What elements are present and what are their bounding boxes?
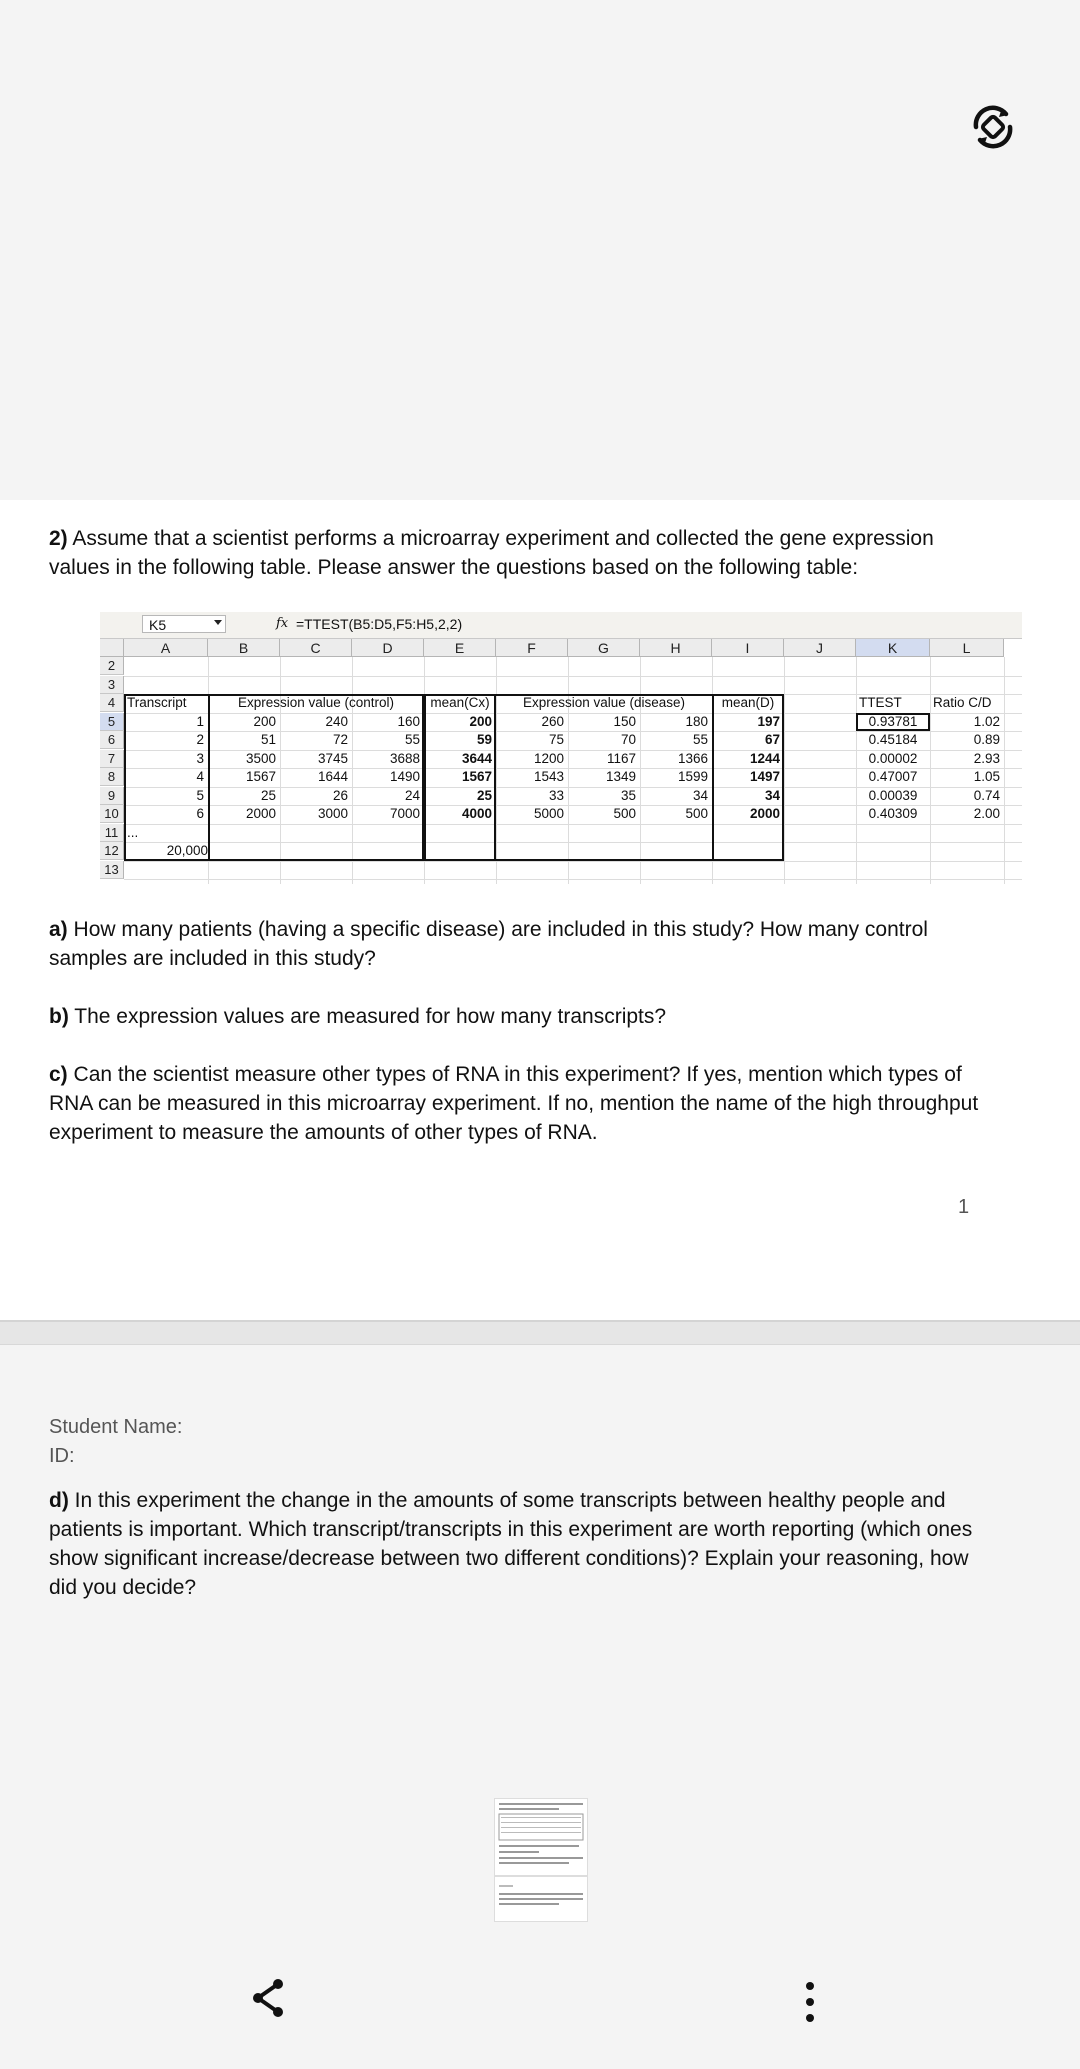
cell: mean(Cx) — [430, 695, 490, 710]
cell: 5 — [196, 787, 204, 803]
cell: 5000 — [533, 806, 564, 821]
cell: Ratio C/D — [933, 695, 992, 710]
cell: 1 — [196, 713, 204, 729]
gridline — [1004, 657, 1005, 884]
row-header-12: 12 — [100, 842, 124, 860]
page-thumbnail[interactable] — [494, 1798, 588, 1922]
column-header-k: K — [856, 639, 930, 657]
cell: 1599 — [677, 769, 708, 784]
cell: 20,000 — [166, 843, 208, 858]
row-header-4: 4 — [100, 694, 124, 712]
cell: 0.74 — [973, 787, 1000, 803]
cell: 200 — [469, 713, 492, 729]
cell: 0.40309 — [868, 806, 918, 821]
cell: 0.00039 — [868, 787, 918, 803]
cell: 3644 — [461, 750, 492, 766]
cell: 0.00002 — [868, 750, 918, 766]
cell: 500 — [685, 806, 708, 821]
selected-cell-border — [856, 713, 930, 732]
column-header-a: A — [124, 639, 208, 657]
column-header-b: B — [208, 639, 280, 657]
cell: 1497 — [749, 769, 780, 784]
cell: Transcript — [127, 695, 187, 710]
viewer-background — [0, 0, 1080, 500]
control-group-border — [208, 694, 424, 861]
cell: 150 — [613, 713, 636, 729]
cell: 200 — [253, 713, 276, 729]
row-header-9: 9 — [100, 787, 124, 805]
name-box: K5 — [142, 615, 226, 633]
gridline — [124, 861, 1022, 862]
row-header-2: 2 — [100, 657, 124, 675]
cell: 3688 — [389, 750, 420, 766]
page-number: 1 — [958, 1196, 970, 1218]
document-page-2 — [0, 1345, 1080, 2069]
cell: Expression value (control) — [237, 695, 395, 710]
question-2-text: Assume that a scientist performs a microarray experiment and collected the gene expression values in the following table. Please answer the questions based on the following table: — [49, 527, 934, 579]
column-header-i: I — [712, 639, 784, 657]
question-c-text: Can the scientist measure other types of RNA in this experiment? If yes, mention which types of RNA can be measured in this microarray experiment. If no, mention the name of the high throughput experiment to measure the amounts of other types of RNA. — [49, 1063, 979, 1144]
cell: TTEST — [859, 695, 902, 710]
cell: 260 — [541, 713, 564, 729]
fx-icon: fx — [276, 616, 289, 631]
cell: 2 — [196, 732, 204, 747]
row-header-10: 10 — [100, 805, 124, 823]
row-header-3: 3 — [100, 676, 124, 694]
cell: 1167 — [606, 750, 636, 766]
share-icon[interactable] — [248, 1976, 288, 2020]
cell: 180 — [685, 713, 708, 729]
question-c — [49, 1060, 989, 1147]
row-header-13: 13 — [100, 861, 124, 879]
column-header-d: D — [352, 639, 424, 657]
question-a-text: How many patients (having a specific disease) are included in this study? How many control samples are included in this study? — [49, 918, 928, 970]
chevron-down-icon — [214, 620, 222, 625]
row-header-6: 6 — [100, 731, 124, 749]
cell: 3 — [196, 750, 204, 766]
cell: 3500 — [245, 750, 276, 766]
cell: 6 — [196, 806, 204, 821]
column-header-c: C — [280, 639, 352, 657]
cell: 0.93781 — [868, 713, 918, 729]
cell: Expression value (disease) — [522, 695, 686, 710]
cell: 1349 — [605, 769, 636, 784]
cell: 51 — [260, 732, 276, 747]
cell: 7000 — [389, 806, 420, 821]
question-d — [49, 1486, 989, 1602]
gridline — [124, 879, 1022, 880]
thumbnail-preview — [495, 1799, 587, 1921]
cell: 1543 — [533, 769, 564, 784]
spreadsheet-image — [100, 612, 1022, 884]
cell: 1567 — [245, 769, 276, 784]
cell: 0.47007 — [868, 769, 918, 784]
question-b-label: b) — [49, 1005, 69, 1028]
question-a-label: a) — [49, 918, 68, 941]
cell: 70 — [620, 732, 636, 747]
cell: 59 — [476, 732, 492, 747]
cell: 197 — [757, 713, 780, 729]
formula-text: =TTEST(B5:D5,F5:H5,2,2) — [296, 616, 463, 632]
cell: 1490 — [389, 769, 420, 784]
question-a — [49, 915, 989, 973]
cell: 2.00 — [973, 806, 1000, 821]
cell: 72 — [332, 732, 348, 747]
rotate-lock-icon[interactable] — [966, 100, 1020, 154]
column-header-g: G — [568, 639, 640, 657]
student-id-label: ID: — [49, 1445, 75, 1467]
formula-bar — [100, 612, 1022, 639]
cell: 75 — [548, 732, 564, 747]
question-b — [49, 1002, 989, 1031]
cell: 1.02 — [973, 713, 1000, 729]
question-d-text: In this experiment the change in the amounts of some transcripts between healthy people and patients is important. Which transcript/transcripts in this experiment are worth reporting (which ones show significant increase/decrease between two different conditions)? Explain your reasoning, how did you decide? — [49, 1489, 973, 1599]
more-options-icon[interactable] — [800, 1980, 820, 2026]
cell: 3000 — [317, 806, 348, 821]
cell: 25 — [260, 787, 276, 803]
cell: 1567 — [461, 769, 492, 784]
cell: 160 — [397, 713, 420, 729]
cell: 25 — [476, 787, 492, 803]
question-c-label: c) — [49, 1063, 68, 1086]
question-d-label: d) — [49, 1489, 69, 1512]
cell: 1200 — [533, 750, 564, 766]
cell: mean(D) — [721, 695, 775, 710]
row-header-8: 8 — [100, 768, 124, 786]
cell: 55 — [404, 732, 420, 747]
cell: 2000 — [245, 806, 276, 821]
row-header-5: 5 — [100, 713, 124, 731]
cell: 4000 — [461, 806, 492, 821]
question-b-text: The expression values are measured for how many transcripts? — [68, 1005, 667, 1028]
cell: 3745 — [317, 750, 348, 766]
cell: 500 — [613, 806, 636, 821]
question-2-number: 2) — [49, 527, 68, 550]
cell: ... — [127, 824, 139, 840]
student-name-label: Student Name: — [49, 1416, 183, 1438]
cell: 34 — [764, 787, 780, 803]
cell: 2000 — [749, 806, 780, 821]
column-header-h: H — [640, 639, 712, 657]
cell: 0.89 — [973, 732, 1000, 747]
cell: 240 — [325, 713, 348, 729]
column-header-l: L — [930, 639, 1004, 657]
cell: 1366 — [677, 750, 708, 766]
column-header-e: E — [424, 639, 496, 657]
cell: 1244 — [749, 750, 780, 766]
column-header-corner — [100, 639, 124, 657]
question-2 — [49, 524, 989, 582]
row-header-7: 7 — [100, 750, 124, 768]
cell: 0.45184 — [868, 732, 918, 747]
cell: 35 — [620, 787, 636, 803]
cell: 33 — [548, 787, 564, 803]
mean-control-border — [424, 694, 496, 861]
cell: 55 — [692, 732, 708, 747]
cell: 1.05 — [973, 769, 1000, 784]
cell: 24 — [404, 787, 420, 803]
gridline — [124, 676, 1022, 677]
column-header-j: J — [784, 639, 856, 657]
cell: 2.93 — [973, 750, 1000, 766]
gridline — [784, 657, 785, 884]
mean-disease-border — [712, 694, 784, 861]
cell: 1644 — [317, 769, 348, 784]
cell: 26 — [332, 787, 348, 803]
row-header-11: 11 — [100, 824, 124, 842]
page-separator — [0, 1320, 1080, 1345]
column-header-f: F — [496, 639, 568, 657]
cell: 67 — [764, 732, 780, 747]
cell: 4 — [196, 769, 204, 784]
cell: 34 — [692, 787, 708, 803]
